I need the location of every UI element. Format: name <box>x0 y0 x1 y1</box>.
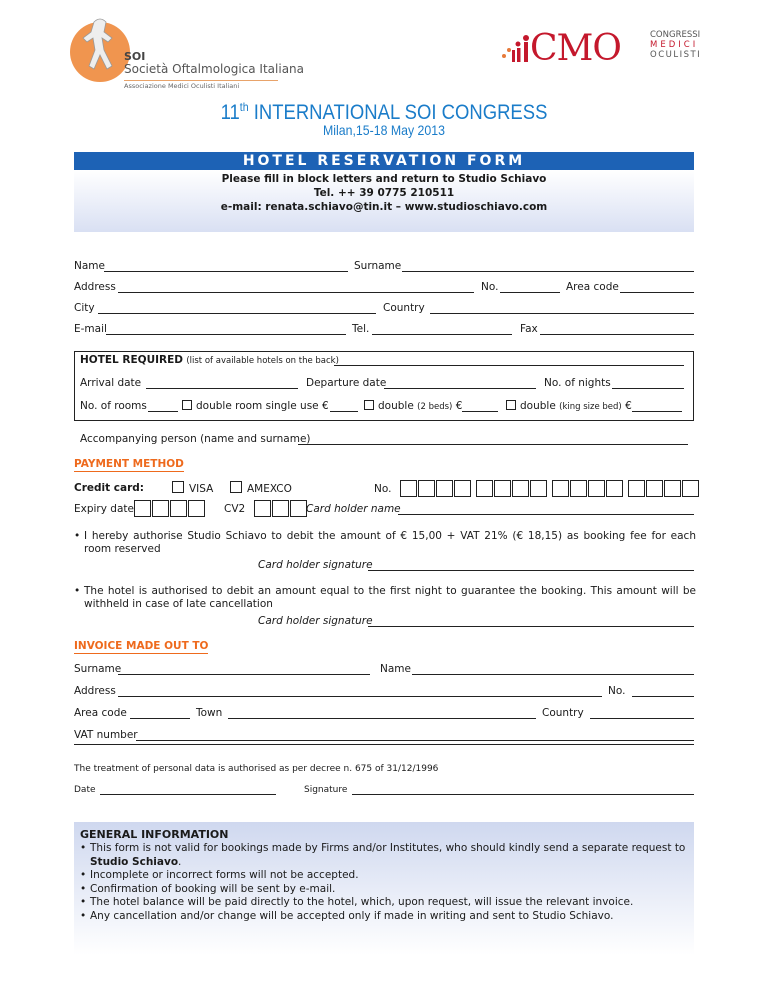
soi-short-name: SOI <box>124 50 146 63</box>
king-option[interactable]: double (king size bed) € <box>506 400 632 412</box>
amex-checkbox[interactable] <box>230 481 242 493</box>
hotel-required-label: HOTEL REQUIRED (list of available hotels on the back) <box>80 354 339 366</box>
name-label: Name <box>74 260 105 272</box>
hotel-required-field[interactable] <box>334 365 684 366</box>
arrival-date-label: Arrival date <box>80 377 142 389</box>
digit-box[interactable] <box>134 500 151 517</box>
amex-option[interactable]: AMEXCO <box>230 481 292 495</box>
soi-divider <box>124 80 278 81</box>
digit-box[interactable] <box>664 480 681 497</box>
digit-box[interactable] <box>290 500 307 517</box>
soi-emblem-icon <box>68 12 130 90</box>
invoice-title: INVOICE MADE OUT TO <box>74 640 209 652</box>
expiry-date-label: Expiry date <box>74 503 134 515</box>
king-checkbox[interactable] <box>506 400 516 410</box>
digit-box[interactable] <box>152 500 169 517</box>
invoice-name-field[interactable] <box>412 674 694 675</box>
general-information-title: GENERAL INFORMATION <box>80 828 229 841</box>
invoice-country-label: Country <box>542 707 584 719</box>
digit-box[interactable] <box>400 480 417 497</box>
single-use-option[interactable]: double room single use € <box>182 400 329 412</box>
soi-logo <box>68 12 130 90</box>
card-number-label: No. <box>374 483 392 495</box>
card-holder-signature-label: Card holder signature <box>258 559 373 571</box>
area-code-field[interactable] <box>620 292 694 293</box>
digit-box[interactable] <box>188 500 205 517</box>
congress-title: 11th INTERNATIONAL SOI CONGRESS <box>220 100 548 124</box>
accompanying-label: Accompanying person (name and surname) <box>80 433 311 445</box>
address-label: Address <box>74 281 116 293</box>
accompanying-field[interactable] <box>298 444 688 445</box>
invoice-address-label: Address <box>74 685 116 697</box>
card-holder-signature-2-label: Card holder signature <box>258 615 373 627</box>
visa-checkbox[interactable] <box>172 481 184 493</box>
instruction-line: e-mail: renata.schiavo@tin.it – www.studioschiavo.com <box>220 201 548 213</box>
double-field[interactable] <box>462 411 498 412</box>
digit-box[interactable] <box>476 480 493 497</box>
digit-box[interactable] <box>454 480 471 497</box>
cmo-line-3: OCULISTI <box>650 50 702 60</box>
fax-label: Fax <box>520 323 538 335</box>
surname-label: Surname <box>354 260 402 272</box>
digit-box[interactable] <box>570 480 587 497</box>
digit-box[interactable] <box>436 480 453 497</box>
tel-field[interactable] <box>372 334 512 335</box>
invoice-area-code-field[interactable] <box>130 718 190 719</box>
digit-box[interactable] <box>170 500 187 517</box>
surname-field[interactable] <box>402 271 694 272</box>
info-item: • The hotel balance will be paid directly to the hotel, which, upon request, will issue the relevant invoice. <box>80 896 688 910</box>
instruction-line: Tel. ++ 39 0775 210511 <box>313 187 455 199</box>
country-label: Country <box>383 302 425 314</box>
hotel-authorisation: • The hotel is authorised to debit an amount equal to the first night to guarantee the booking. This amount will be withheld in case of late cancellation <box>74 585 696 610</box>
digit-box[interactable] <box>512 480 529 497</box>
date-field[interactable] <box>100 794 276 795</box>
digit-box[interactable] <box>628 480 645 497</box>
form-title: HOTEL RESERVATION FORM <box>74 152 694 170</box>
section-divider <box>74 744 694 745</box>
digit-box[interactable] <box>530 480 547 497</box>
card-holder-signature-2-field[interactable] <box>368 626 694 627</box>
invoice-country-field[interactable] <box>590 718 694 719</box>
digit-box[interactable] <box>552 480 569 497</box>
nights-label: No. of nights <box>544 377 611 389</box>
soi-full-name: Società Oftalmologica Italiana <box>124 62 304 76</box>
info-item: • Incomplete or incorrect forms will not be accepted. <box>80 869 688 883</box>
single-use-checkbox[interactable] <box>182 400 192 410</box>
digit-box[interactable] <box>272 500 289 517</box>
card-holder-signature-field[interactable] <box>368 570 694 571</box>
email-field[interactable] <box>106 334 346 335</box>
double-option[interactable]: double (2 beds) € <box>364 400 462 412</box>
privacy-statement: The treatment of personal data is authorised as per decree n. 675 of 31/12/1996 <box>74 764 439 774</box>
city-label: City <box>74 302 95 314</box>
invoice-no-field[interactable] <box>632 696 694 697</box>
digit-box[interactable] <box>682 480 699 497</box>
arrival-date-field[interactable] <box>146 388 298 389</box>
cmo-line-2: MEDICI <box>650 40 699 50</box>
payment-method-title: PAYMENT METHOD <box>74 458 184 470</box>
fax-field[interactable] <box>540 334 694 335</box>
card-holder-name-label: Card holder name <box>306 503 401 515</box>
soi-association: Associazione Medici Oculisti Italiani <box>124 82 240 90</box>
cmo-logo <box>500 26 700 72</box>
visa-option[interactable]: VISA <box>172 481 213 495</box>
cv2-label: CV2 <box>224 503 246 515</box>
info-item: • This form is not valid for bookings made by Firms and/or Institutes, who should kindly send a separate request to Studio Schiavo. <box>80 842 688 869</box>
house-no-field[interactable] <box>500 292 560 293</box>
card-holder-name-field[interactable] <box>398 514 694 515</box>
digit-box[interactable] <box>254 500 271 517</box>
digit-box[interactable] <box>494 480 511 497</box>
tel-label: Tel. <box>352 323 370 335</box>
invoice-area-code-label: Area code <box>74 707 127 719</box>
name-field[interactable] <box>104 271 348 272</box>
info-item: • Any cancellation and/or change will be accepted only if made in writing and sent to Studio Schiavo. <box>80 910 688 924</box>
house-no-label: No. <box>481 281 499 293</box>
signature-label: Signature <box>304 785 348 795</box>
date-label: Date <box>74 785 96 795</box>
area-code-label: Area code <box>566 281 619 293</box>
booking-fee-authorisation: • I hereby authorise Studio Schiavo to debit the amount of € 15,00 + VAT 21% (€ 18,15) as booking fee for each room reserved <box>74 530 696 555</box>
cmo-letters: CMO <box>530 28 621 69</box>
digit-box[interactable] <box>606 480 623 497</box>
instruction-line: Please fill in block letters and return to Studio Schiavo <box>221 173 547 185</box>
invoice-town-label: Town <box>196 707 223 719</box>
single-use-field[interactable] <box>330 411 358 412</box>
rooms-field[interactable] <box>148 411 178 412</box>
signature-field[interactable] <box>352 794 694 795</box>
digit-box[interactable] <box>588 480 605 497</box>
invoice-surname-field[interactable] <box>118 674 370 675</box>
email-label: E-mail <box>74 323 107 335</box>
digit-box[interactable] <box>418 480 435 497</box>
digit-box[interactable] <box>646 480 663 497</box>
country-field[interactable] <box>430 313 694 314</box>
info-item: • Confirmation of booking will be sent by e-mail. <box>80 883 688 897</box>
vat-number-label: VAT number <box>74 729 138 741</box>
departure-date-field[interactable] <box>384 388 536 389</box>
invoice-name-label: Name <box>380 663 411 675</box>
invoice-no-label: No. <box>608 685 626 697</box>
vat-number-field[interactable] <box>136 740 694 741</box>
address-field[interactable] <box>118 292 474 293</box>
credit-card-label: Credit card: <box>74 482 144 494</box>
invoice-address-field[interactable] <box>118 696 602 697</box>
double-checkbox[interactable] <box>364 400 374 410</box>
congress-place-date: Milan,15-18 May 2013 <box>323 122 445 138</box>
invoice-town-field[interactable] <box>228 718 536 719</box>
invoice-surname-label: Surname <box>74 663 122 675</box>
general-information-box <box>74 822 694 962</box>
cmo-line-1: CONGRESSI <box>650 30 701 40</box>
general-information-list <box>80 842 688 923</box>
departure-date-label: Departure date <box>306 377 387 389</box>
rooms-label: No. of rooms <box>80 400 147 412</box>
city-field[interactable] <box>98 313 376 314</box>
nights-field[interactable] <box>612 388 684 389</box>
bullet: • <box>74 530 81 542</box>
king-field[interactable] <box>632 411 682 412</box>
bullet: • <box>74 585 81 597</box>
instructions <box>74 172 694 214</box>
